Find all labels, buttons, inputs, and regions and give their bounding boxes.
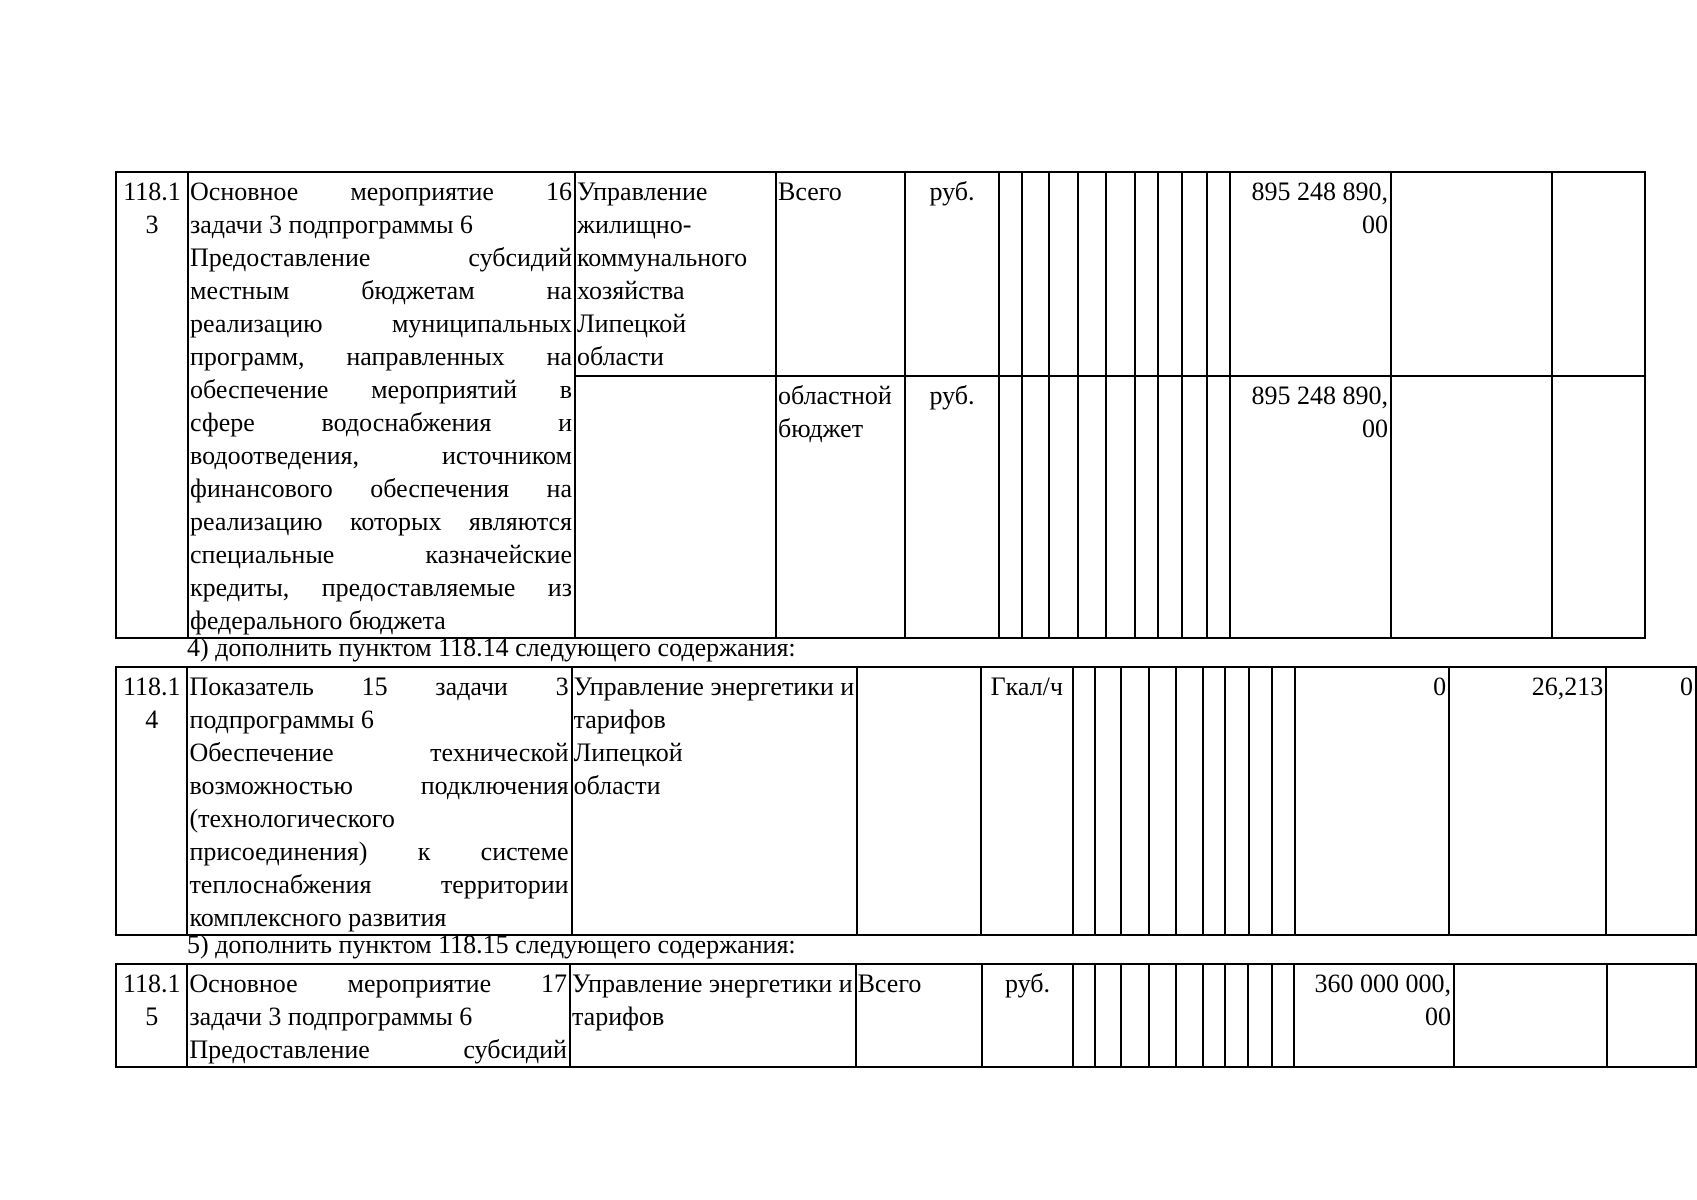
text-line: сфере водоснабжения и: [190, 408, 572, 437]
empty-cell: [1106, 376, 1135, 638]
empty-cell: [1135, 172, 1158, 376]
empty-cell: [1552, 172, 1645, 376]
amendment-note-5: 5) дополнить пунктом 118.15 следующего содержания:: [187, 930, 796, 959]
text-line: Управление: [577, 177, 708, 206]
text-line: 5: [145, 1002, 159, 1031]
empty-cell: [1149, 667, 1176, 935]
text-line: Основное мероприятие 16: [190, 177, 572, 206]
item-number-cell: [116, 667, 187, 935]
text-line: Основное мероприятие 17: [189, 969, 567, 998]
text-line: Показатель 15 задачи 3: [189, 672, 569, 701]
empty-cell: [1207, 172, 1230, 376]
empty-cell: [1095, 667, 1121, 935]
table-item-118-15: [115, 963, 1697, 1068]
funding-source-cell: Всего: [856, 964, 982, 1067]
text-line: 3: [145, 210, 159, 239]
empty-cell: [1391, 172, 1552, 376]
text-line: 895 248 890,: [1251, 177, 1388, 206]
empty-cell: [1022, 172, 1049, 376]
empty-cell: [1454, 964, 1607, 1067]
empty-cell: [575, 376, 776, 638]
amount-cell: [1294, 964, 1454, 1067]
text-line: теплоснабжения территории: [189, 870, 569, 899]
text-line: области: [573, 771, 661, 800]
empty-cell: [1272, 964, 1294, 1067]
text-line: федерального бюджета: [190, 606, 446, 635]
text-line: областной: [778, 380, 892, 410]
empty-cell: [1078, 172, 1106, 376]
text-line: возможностью подключения: [189, 771, 569, 800]
value-cell: 26,213: [1449, 667, 1606, 935]
empty-cell: [999, 376, 1022, 638]
empty-cell: [1207, 376, 1230, 638]
text-line: 118.1: [123, 177, 181, 206]
text-line: 4: [145, 705, 159, 734]
text-line: Обеспечение технической: [189, 738, 569, 767]
text-line: задачи 3 подпрограммы 6: [190, 210, 473, 239]
text-line: бюджет: [778, 413, 864, 443]
text-line: местным бюджетам на: [190, 276, 572, 305]
empty-cell: [1182, 172, 1207, 376]
text-line: тарифов: [571, 1002, 665, 1031]
empty-cell: [857, 667, 980, 935]
empty-cell: [1049, 376, 1078, 638]
amount-cell: [1230, 376, 1391, 638]
text-line: задачи 3 подпрограммы 6: [189, 1002, 473, 1031]
empty-cell: [1121, 667, 1149, 935]
item-number-cell: [116, 964, 187, 1067]
empty-cell: [1607, 964, 1696, 1067]
funding-source-cell: [776, 376, 905, 638]
table-item-118-14: [115, 666, 1697, 936]
empty-cell: [1182, 376, 1207, 638]
text-line: 360 000 000,: [1314, 969, 1451, 998]
text-line: Липецкой: [573, 738, 683, 767]
empty-cell: [1149, 964, 1176, 1067]
unit-cell: руб.: [982, 964, 1074, 1067]
empty-cell: [1022, 376, 1049, 638]
text-line: специальные казначейские: [190, 540, 572, 569]
text-line: 118.1: [122, 672, 181, 701]
value-cell: 0: [1606, 667, 1696, 935]
item-number-cell: [116, 172, 188, 638]
empty-cell: [1095, 964, 1121, 1067]
empty-cell: [1135, 376, 1158, 638]
text-line: 00: [1424, 1002, 1451, 1031]
text-line: финансового обеспечения на: [190, 474, 572, 503]
empty-cell: [1248, 964, 1272, 1067]
text-line: Управление энергетики и: [571, 969, 853, 998]
text-line: программ, направленных на: [190, 342, 572, 371]
empty-cell: [1176, 667, 1204, 935]
text-line: 118.1: [122, 969, 181, 998]
text-line: присоединения) к системе: [189, 837, 569, 866]
text-line: хозяйства: [577, 276, 685, 305]
item-name-cell: [187, 964, 570, 1067]
unit-cell: руб.: [905, 376, 999, 638]
empty-cell: [1225, 667, 1248, 935]
funding-source-cell: Всего: [776, 172, 905, 376]
text-line: (технологического: [189, 804, 395, 833]
text-line: водоотведения, источником: [190, 441, 572, 470]
empty-cell: [1073, 964, 1095, 1067]
item-name-cell: [188, 172, 575, 638]
text-line: коммунального: [577, 243, 748, 272]
table-row: [116, 172, 1645, 376]
empty-cell: [1049, 172, 1078, 376]
empty-cell: [1158, 172, 1182, 376]
table-row: [116, 667, 1696, 935]
text-line: 895 248 890,: [1251, 380, 1388, 410]
empty-cell: [1121, 964, 1149, 1067]
text-line: реализацию муниципальных: [190, 309, 572, 338]
text-line: Предоставление субсидий: [189, 1035, 567, 1064]
empty-cell: [1073, 667, 1095, 935]
amendment-note-4: 4) дополнить пунктом 118.14 следующего содержания:: [187, 633, 796, 662]
text-line: кредиты, предоставляемые из: [190, 573, 572, 602]
text-line: 00: [1362, 413, 1388, 443]
empty-cell: [1249, 667, 1273, 935]
text-line: реализацию которых являются: [190, 507, 572, 536]
text-line: Предоставление субсидий: [190, 243, 572, 272]
empty-cell: [1078, 376, 1106, 638]
empty-cell: [1203, 964, 1225, 1067]
text-line: тарифов: [573, 705, 666, 734]
empty-cell: [1176, 964, 1204, 1067]
amount-cell: [1230, 172, 1391, 376]
text-line: обеспечение мероприятий в: [190, 375, 572, 404]
unit-cell: Гкал/ч: [981, 667, 1074, 935]
empty-cell: [1225, 964, 1248, 1067]
item-name-cell: [187, 667, 571, 935]
empty-cell: [1552, 376, 1645, 638]
empty-cell: [1391, 376, 1552, 638]
empty-cell: [999, 172, 1022, 376]
executor-cell: [570, 964, 856, 1067]
text-line: комплексного развития: [189, 903, 447, 932]
text-line: 00: [1362, 210, 1388, 239]
text-line: Управление энергетики и: [573, 672, 855, 701]
executor-cell: [575, 172, 776, 376]
empty-cell: [1106, 172, 1135, 376]
executor-cell: [572, 667, 858, 935]
empty-cell: [1272, 667, 1294, 935]
text-line: Липецкой: [577, 309, 687, 338]
text-line: жилищно-: [577, 210, 692, 239]
text-line: подпрограммы 6: [189, 705, 374, 734]
empty-cell: [1158, 376, 1182, 638]
table-row: [116, 964, 1696, 1067]
table-item-118-13: [115, 171, 1646, 639]
empty-cell: [1203, 667, 1225, 935]
unit-cell: руб.: [905, 172, 999, 376]
text-line: области: [577, 342, 664, 371]
value-cell: 0: [1295, 667, 1450, 935]
